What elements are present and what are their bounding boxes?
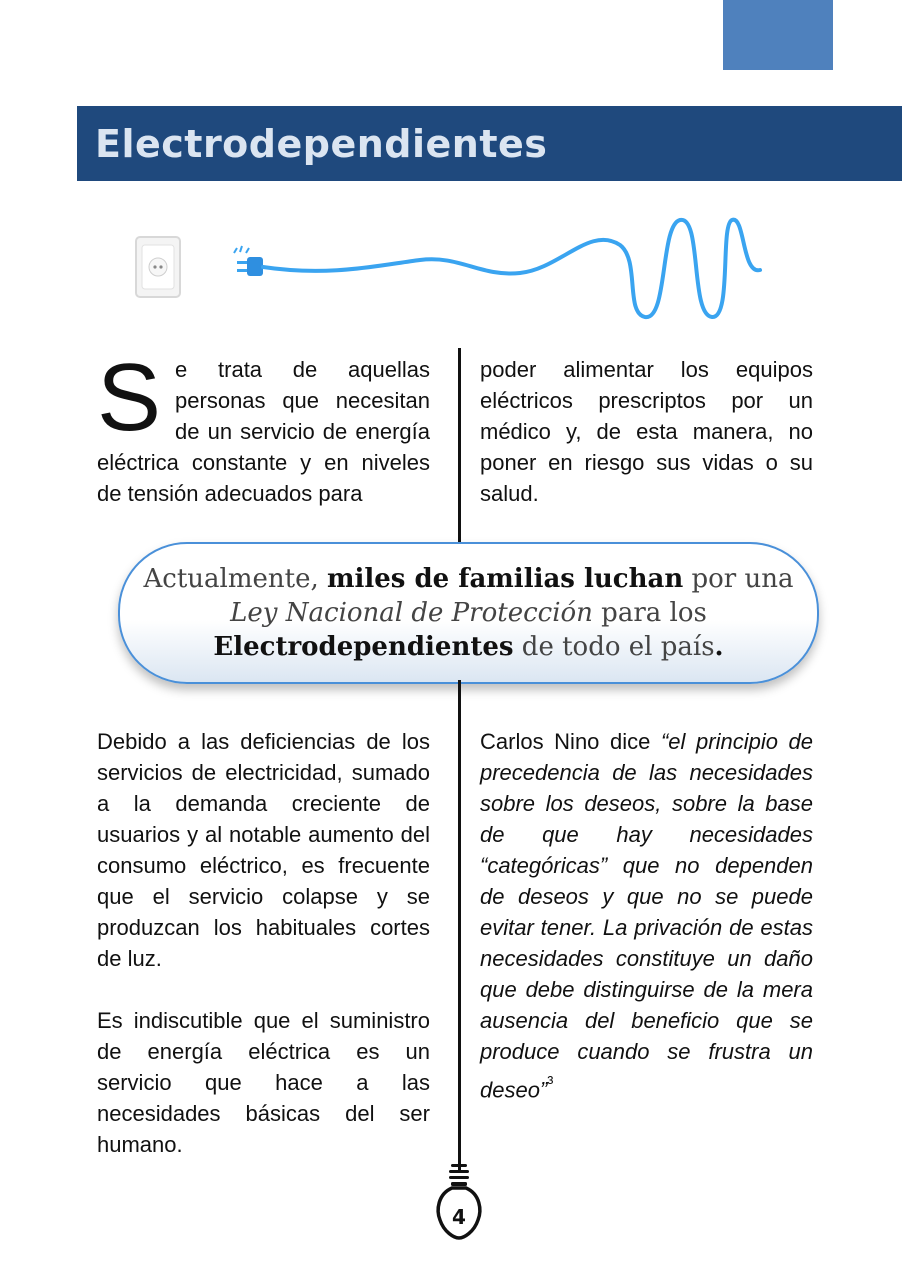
- callout-part-1: Actualmente,: [143, 564, 327, 594]
- plug-icon: [234, 246, 263, 276]
- callout-italic: Ley Nacional de Protección: [230, 598, 593, 628]
- column-divider-bottom: [458, 680, 461, 1170]
- callout-part-4: de todo el país: [513, 632, 715, 662]
- corner-accent-tab: [723, 0, 833, 70]
- callout-part-3: para los: [592, 598, 707, 628]
- intro-right-text: poder alimentar los equipos eléctricos prescriptos por un médico y, de esta manera, no poner en riesgo sus vidas o su salud.: [480, 357, 813, 506]
- intro-right-column: [480, 354, 813, 509]
- wall-socket-icon: [136, 237, 180, 297]
- highlight-callout: [118, 542, 819, 684]
- footnote-marker: ³: [547, 1072, 554, 1093]
- body-left-column: [97, 726, 430, 1160]
- page-number: 4: [452, 1205, 466, 1229]
- column-divider-top: [458, 348, 461, 543]
- body-paragraph-2: Es indiscutible que el suministro de energía eléctrica es un servicio que hace a las necesidades básicas del ser humano.: [97, 1008, 430, 1157]
- title-bar: [77, 106, 902, 181]
- callout-part-2: por una: [683, 564, 794, 594]
- page-title: Electrodependientes: [95, 121, 548, 166]
- cable: [263, 220, 760, 317]
- citation-paragraph: [480, 726, 813, 1105]
- intro-left-column: [97, 344, 430, 509]
- body-right-column: [480, 726, 813, 1105]
- callout-text: [120, 562, 817, 664]
- callout-end: .: [714, 632, 724, 662]
- body-paragraph-1: Debido a las deficiencias de los servicios de electricidad, sumado a la demanda creciente de usuarios y al notable aumento del consumo eléctrico, es frecuente que el servicio colapse y se produzcan los habituales cortes de luz.: [97, 729, 430, 971]
- intro-left-text: e trata de aquellas personas que necesitan de un servicio de energía eléctrica constante y en niveles de tensión adecuados para: [97, 357, 430, 506]
- plug-cable-illustration: [120, 205, 780, 335]
- callout-bold-2: Electrodependientes: [213, 632, 514, 662]
- drop-cap: S: [97, 344, 162, 451]
- citation-intro: Carlos Nino dice: [480, 729, 661, 754]
- callout-bold-1: miles de familias luchan: [327, 564, 684, 594]
- citation-quote: “el principio de precedencia de las necesidades sobre los deseos, sobre la base de que hay necesidades “categóricas” que no dependen de deseos y que no se puede evitar tener. La privación de estas necesidades constituye un daño que debe distinguirse de la mera ausencia del beneficio que se produce cuando se frustra un deseo”: [480, 729, 814, 1103]
